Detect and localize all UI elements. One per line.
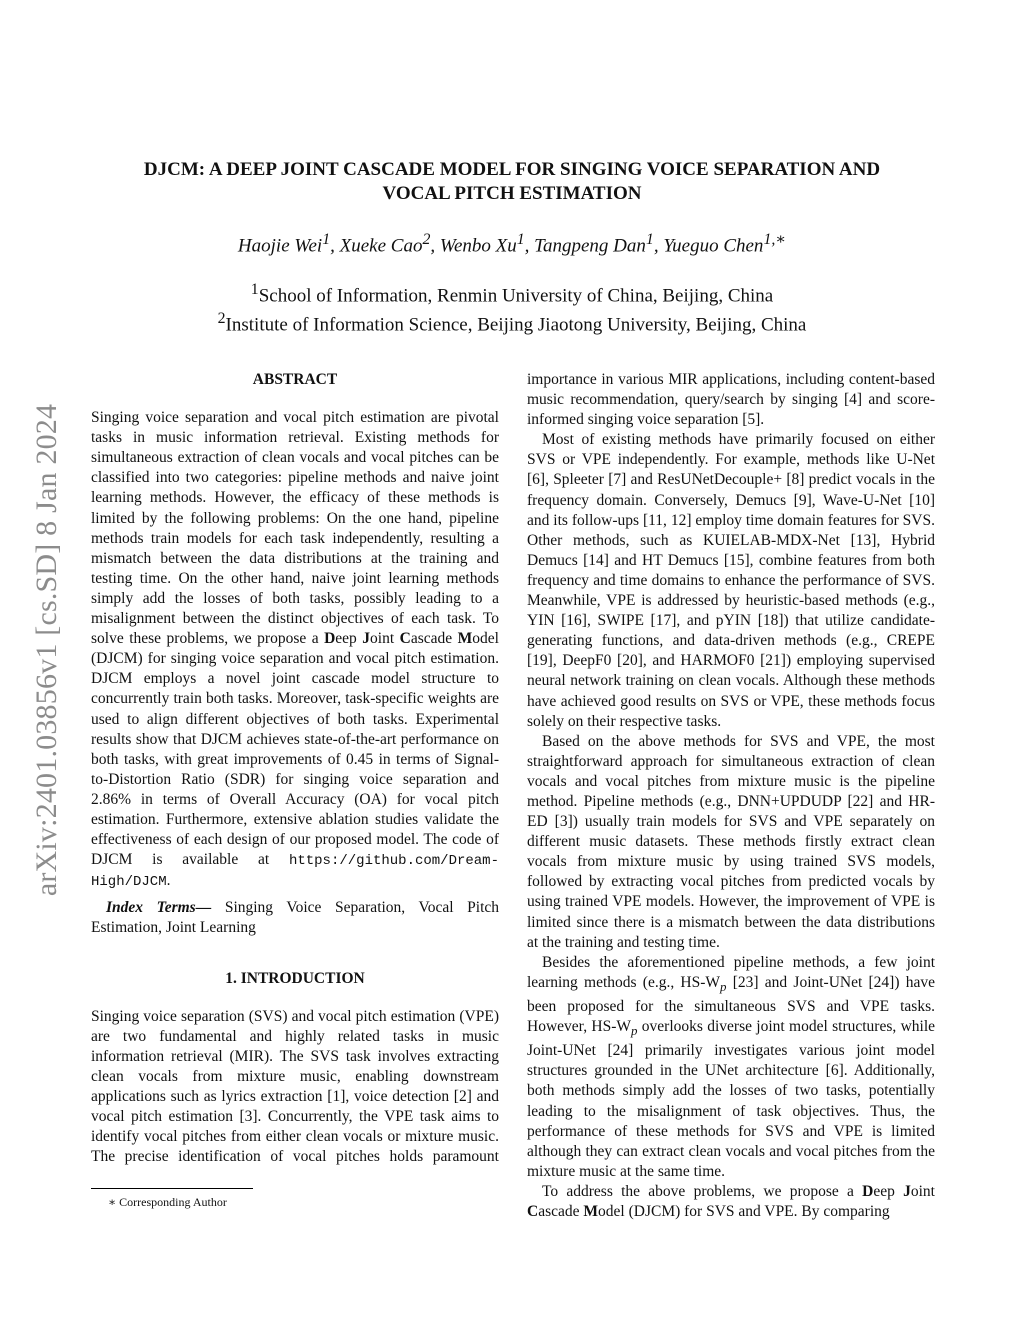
affiliations	[100, 278, 924, 337]
intro-paragraph-4: Besides the aforementioned pipeline methods, a few joint learning methods (e.g., $HS-W_p$ [23] and Joint-UNet [24]) have been proposed for the simultaneous SVS and VPE tasks. However, $HS-W_p$ overlooks diverse joint model structures, while Joint-UNet [24] primarily investigates various joint model structures grounded in the UNet architecture [6]. Additionally, both methods simply add the losses of two tasks, potentially leading to the misalignment of task objectives. Thus, the performance of these methods for SVS and VPE is limited although they can extract clean vocals and vocal pitches from the mixture music at the same time.	[527, 953, 936, 1180]
footnote: ∗ Corresponding Author	[108, 1195, 227, 1209]
intro-paragraph-1: Singing voice separation (SVS) and vocal pitch estimation (VPE) are two fundamental and highly related tasks in music information retrieval (MIR). The SVS task involves extracting clean vocals from mixture music, enabling downstream applications such as lyrics extraction [1], voice detection [2] and vocal pitch estimation [3]. Concurrently, the VPE task aims to identify vocal pitches from either clean vocals or mixture music. The precise identification of vocal pitches holds paramount	[91, 1007, 499, 1166]
author-affil-mark: 1	[516, 231, 525, 248]
paper-title	[100, 158, 924, 206]
author-affil-mark: 2	[422, 231, 431, 248]
author-name: Yueguo Chen	[663, 235, 764, 257]
arxiv-identifier: arXiv:2401.03856v1 [cs.SD] 8 Jan 2024	[30, 403, 63, 897]
author-affil-mark: 1	[645, 231, 654, 248]
footnote-rule	[91, 1188, 253, 1189]
left-column	[91, 370, 499, 1167]
author-name: Wenbo Xu	[439, 235, 517, 257]
intro-paragraph-5: To address the above problems, we propose a Deep Joint Cascade Model (DJCM) for SVS and VPE. By comparing	[527, 1182, 935, 1221]
affiliation: $^2$Institute of Information Science, Beijing Jiaotong University, Beijing, China	[217, 310, 807, 336]
intro-paragraph-3: Based on the above methods for SVS and VPE, the most straightforward approach for simultaneous extraction of clean vocals and vocal pitches from mixture music is the pipeline method. Pipeline methods (e.g., DNN+UPDUDP [22] and HR-ED [3]) usually train models for SVS and VPE separately on different music datasets. These methods firstly extract clean vocals from mixture music by using trained SVS models, followed by extracting vocal pitches from predicted vocals by using trained VPE models. However, the improvement of VPE is limited since there is a mismatch between the data distributions at the training and testing time.	[527, 732, 935, 951]
intro-heading: 1. INTRODUCTION	[225, 969, 365, 987]
title-line-2: VOCAL PITCH ESTIMATION	[382, 183, 642, 204]
right-column	[527, 370, 935, 1222]
intro-paragraph-2: Most of existing methods have primarily focused on either SVS or VPE independently. For example, methods like U-Net [6], Spleeter [7] and ResUNetDecouple+ [8] predict vocals in the frequency domain. Conversely, Demucs [9], Wave-U-Net [10] and its follow-ups [11, 12] employ time domain features for SVS. Other methods, such as KUIELAB-MDX-Net [13], Hybrid Demucs [14] and HT Demucs [15], combine features from both frequency and time domains to enhance the performance of SVS. Meanwhile, VPE is addressed by heuristic-based methods (e.g., YIN [16], SWIPE [17], and pYIN [18]) that utilize candidate-generating functions, and data-driven methods (e.g., CREPE [19], DeepF0 [20], and HARMOF0 [21]) employing supervised neural network training on clean vocals. Although these methods have achieved good results on SVS or VPE, these methods focus solely on their respective tasks.	[527, 431, 935, 730]
author-affil-mark: 1	[322, 231, 331, 248]
code-link[interactable]: https://github.com/Dream-High/DJCM	[91, 853, 499, 891]
author-affil-mark: 1,∗	[763, 231, 787, 248]
arxiv-side-stamp	[22, 370, 72, 930]
author-name: Haojie Wei	[237, 235, 323, 257]
index-terms: Index Terms— Singing Voice Separation, Vocal Pitch Estimation, Joint Learning	[91, 899, 500, 937]
abstract-heading: ABSTRACT	[252, 371, 338, 388]
affiliation: $^1$School of Information, Renmin University of China, Beijing, China	[250, 281, 774, 307]
author-name: Tangpeng Dan	[534, 235, 646, 257]
title-line-1: DJCM: A DEEP JOINT CASCADE MODEL FOR SINGING VOICE SEPARATION AND	[143, 159, 881, 180]
intro-paragraph-1-continued: importance in various MIR applications, including content-based music recommendation, query/search by singing [4] and score-informed singing voice separation [5].	[527, 371, 935, 429]
abstract-body: Singing voice separation and vocal pitch estimation are pivotal tasks in music information retrieval. Existing methods for simultaneous extraction of clean vocals and vocal pitches can be classified into two categories: pipeline methods and naive joint learning methods. However, the efficacy of these methods is limited by the following problems: On the one hand, pipeline methods train models for each task independently, resulting a mismatch between the data distributions at the training and testing time. On the other hand, naive joint learning methods simply add the losses of both tasks, possibly leading to a misalignment between the distinct objectives of each task. To solve these problems, we propose a Deep Joint Cascade Model (DJCM) for singing voice separation and vocal pitch estimation. DJCM employs a novel joint cascade model structure to concurrently train both tasks. Moreover, task-specific weights are used to align different objectives of both tasks. Experimental results show that DJCM achieves state-of-the-art performance on both tasks, with great improvements of 0.45 in terms of Signal-to-Distortion Ratio (SDR) for singing voice separation and 2.86% in terms of Overall Accuracy (OA) for vocal pitch estimation. Furthermore, extensive ablation studies validate the effectiveness of each design of our proposed model. The code of DJCM is available at https://github.com/Dream-High/DJCM.	[91, 409, 499, 891]
author-name: Xueke Cao	[339, 235, 423, 257]
author-list: Haojie Wei$^1$, Xueke Cao$^2$, Wenbo Xu$^1$, Tangpeng Dan$^1$, Yueguo Chen$^{1,∗}$	[237, 231, 787, 257]
